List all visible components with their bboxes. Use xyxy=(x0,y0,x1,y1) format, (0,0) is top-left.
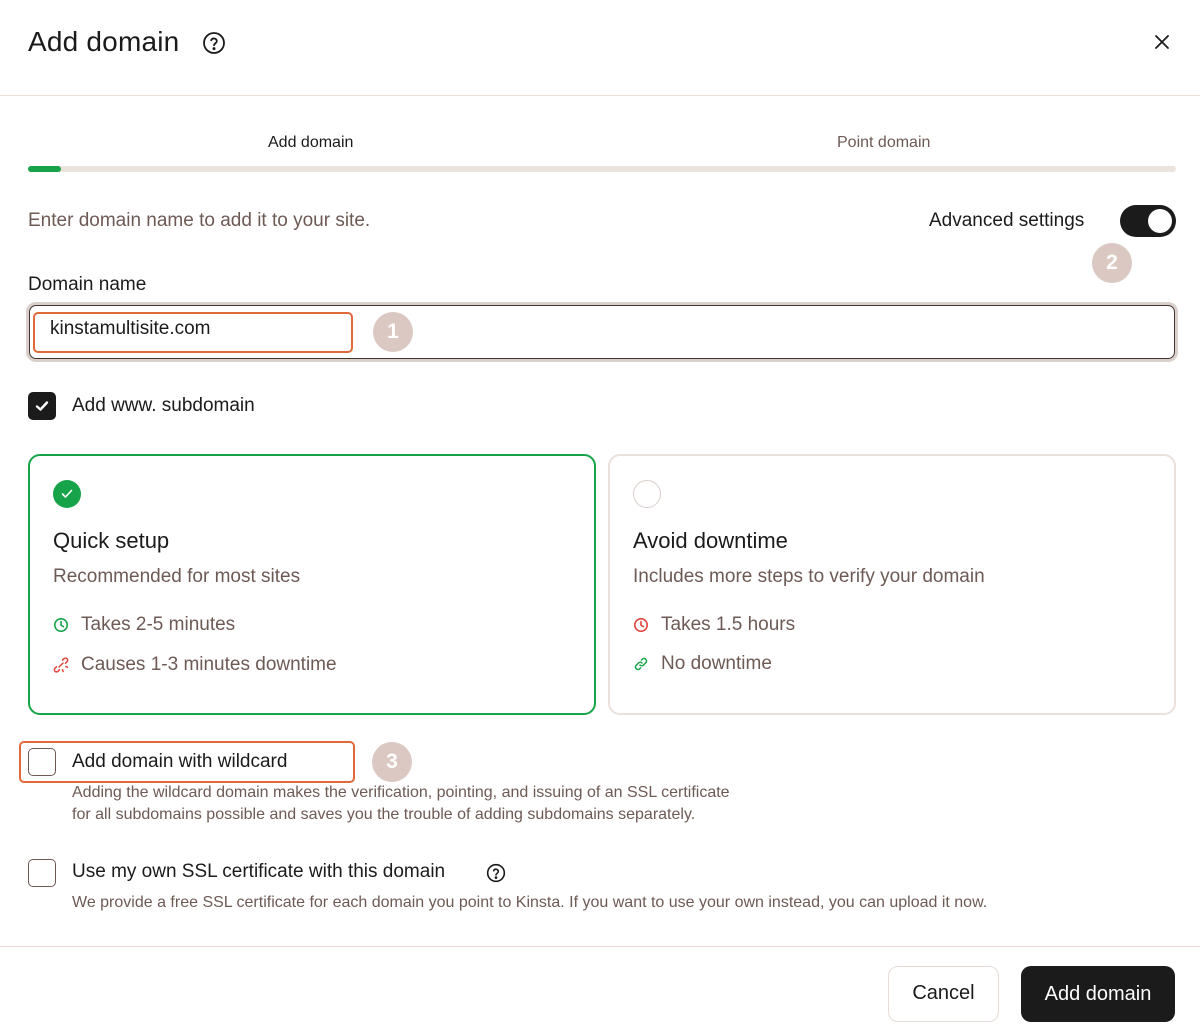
annotation-badge-3: 3 xyxy=(372,742,412,782)
toggle-knob xyxy=(1148,209,1172,233)
step-add-domain: Add domain xyxy=(268,134,354,151)
advanced-settings-toggle[interactable] xyxy=(1120,205,1176,237)
advanced-settings-label: Advanced settings xyxy=(929,210,1085,231)
link-icon xyxy=(633,656,649,672)
quick-setup-subtitle: Recommended for most sites xyxy=(53,566,301,587)
step-progress-track xyxy=(28,166,1176,172)
avoid-downtime-no-downtime-text: No downtime xyxy=(661,653,772,674)
add-domain-button[interactable]: Add domain xyxy=(1021,966,1175,1022)
step-point-domain: Point domain xyxy=(837,134,931,151)
avoid-downtime-title: Avoid downtime xyxy=(633,528,788,553)
quick-setup-downtime-text: Causes 1-3 minutes downtime xyxy=(81,654,337,675)
own-ssl-label[interactable]: Use my own SSL certificate with this domain xyxy=(72,861,446,882)
own-ssl-checkbox[interactable] xyxy=(28,859,56,887)
annotation-badge-2: 2 xyxy=(1092,243,1132,283)
question-circle-icon[interactable] xyxy=(202,31,226,55)
wildcard-label[interactable]: Add domain with wildcard xyxy=(72,751,288,772)
annotation-badge-1: 1 xyxy=(373,312,413,352)
modal-title: Add domain xyxy=(28,26,180,57)
intro-text: Enter domain name to add it to your site. xyxy=(28,210,371,231)
avoid-downtime-card[interactable] xyxy=(608,454,1176,715)
close-icon[interactable] xyxy=(1150,30,1174,54)
checkmark-icon xyxy=(61,489,73,499)
footer-divider xyxy=(0,946,1200,947)
broken-link-icon xyxy=(53,657,69,673)
clock-icon xyxy=(633,617,649,633)
avoid-downtime-radio[interactable] xyxy=(633,480,661,508)
clock-icon xyxy=(53,617,69,633)
step-progress-fill xyxy=(28,166,61,172)
quick-setup-card[interactable] xyxy=(28,454,596,715)
annotation-highlight-3 xyxy=(19,741,355,783)
question-circle-icon[interactable] xyxy=(486,863,506,883)
annotation-highlight-1 xyxy=(33,312,353,353)
avoid-downtime-subtitle: Includes more steps to verify your domain xyxy=(633,566,985,587)
wildcard-description-line1: Adding the wildcard domain makes the verification, pointing, and issuing of an SSL certificate xyxy=(72,784,730,801)
own-ssl-description: We provide a free SSL certificate for each domain you point to Kinsta. If you want to use your own instead, you can upload it now. xyxy=(72,894,988,911)
step-indicator xyxy=(28,130,1176,174)
checkmark-icon xyxy=(34,399,50,413)
www-subdomain-label[interactable]: Add www. subdomain xyxy=(72,395,255,416)
wildcard-description-line2: for all subdomains possible and saves you the trouble of adding subdomains separately. xyxy=(72,806,696,823)
domain-name-label: Domain name xyxy=(28,274,147,295)
modal-header xyxy=(0,0,1200,96)
cancel-button[interactable]: Cancel xyxy=(888,966,999,1022)
quick-setup-title: Quick setup xyxy=(53,528,170,553)
avoid-downtime-duration-text: Takes 1.5 hours xyxy=(661,614,796,635)
quick-setup-radio[interactable] xyxy=(53,480,81,508)
quick-setup-duration-text: Takes 2-5 minutes xyxy=(81,614,236,635)
www-subdomain-checkbox[interactable] xyxy=(28,392,56,420)
